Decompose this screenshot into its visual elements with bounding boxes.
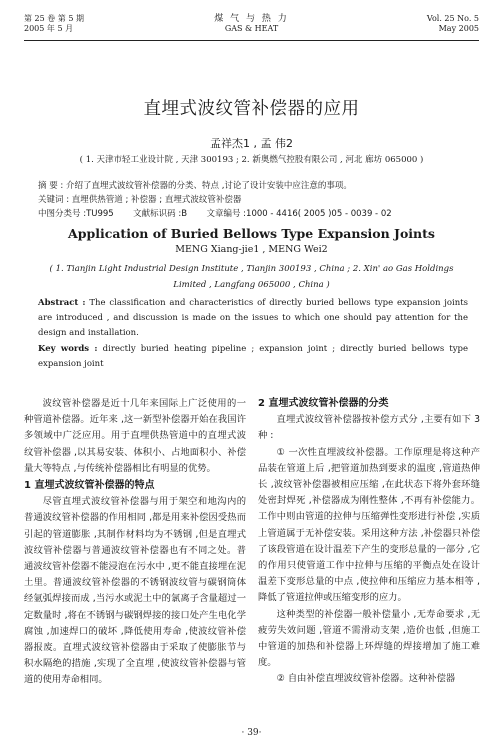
article-number-value: 1000 - 4416( 2005 )05 - 0039 - 02	[246, 209, 392, 219]
journal-volume-issue-en	[427, 14, 479, 34]
abstract-cn-text: 介绍了直埋式波纹管补偿器的分类、特点 ,讨论了设计安装中应注意的事项。	[65, 181, 352, 191]
article-number-label: 文章编号 :	[206, 209, 247, 219]
english-abstract-label: Abstract :	[38, 298, 86, 308]
item1-followup-paragraph: 这种类型的补偿器一般补偿量小 ,无寿命要求 ,无疲劳失效问题 ,管道不需滑动支架 ,造价也低 ,但施工中管道的加热和补偿器上环焊缝的焊接增加了施工难度。	[258, 608, 480, 669]
english-keywords	[38, 342, 468, 372]
doc-code-value: B	[181, 209, 188, 219]
keywords-cn-label: 关键词 :	[38, 195, 70, 205]
english-keywords-text: directly buried heating pipeline ; expansion joint ; directly buried bellows type expansion joint	[38, 344, 468, 369]
english-affiliation	[24, 261, 479, 293]
clc-value: TU995	[86, 209, 114, 219]
english-affiliation-line1: ( 1. Tianjin Light Industrial Design Institute , Tianjin 300193 , China ; 2. Xin' ao Gas Holdings	[49, 264, 454, 274]
english-abstract-text: The classification and characteristics of directly buried bellows type expansion joints are introduced , and discussion is made on the issues to which one should pay attention for the design and installation.	[38, 298, 468, 338]
journal-name-en: GAS & HEAT	[224, 24, 279, 33]
intro-paragraph: 波纹管补偿器是近十几年来国际上广泛使用的一种管道补偿器。近年来 ,这一新型补偿器开始在我国许多领域中广泛应用。用于直埋供热管道中的直埋式波纹管补偿器 ,以其易安装、体积小、占地面积小、补偿量大等特点 ,与传统补偿器相比有明显的优势。	[24, 398, 246, 474]
section1-paragraph: 尽管直埋式波纹管补偿器与用于架空和地沟内的普通波纹管补偿器的作用相同 ,都是用来补偿因受热而引起的管道膨胀 ,其制作材料均为不锈钢 ,但是直埋式波纹管补偿器与普通波纹管补偿器也有不同之处。普通波纹管补偿器不能浸泡在污水中 ,更不能直接埋在泥土里。普通波纹管补偿器的不锈钢波纹管与碳钢筒体经氩弧焊接而成 ,当污水或泥土中的氯离子含量超过一定数量时 ,将在不锈钢与碳钢焊接的接口处产生电化学腐蚀 ,加速焊口的破坏 ,降低使用寿命 ,使波纹管补偿器报废。直埋式波纹管补偿器由于采取了使膨胀节与积水隔绝的措施 ,实现了全直埋 ,使波纹管补偿器与管道的使用寿命相同。	[24, 496, 246, 686]
keywords-cn-text: 直埋供热管道 ; 补偿器 ; 直埋式波纹管补偿器	[71, 195, 242, 205]
page-number: · 39·	[241, 728, 262, 738]
english-affiliation-line2: Limited , Langfang 065000 , China )	[173, 280, 330, 290]
author-affiliation: ( 1. 天津市轻工业设计院 , 天津 300193 ; 2. 新奥燃气控股有限公司 , 河北 廊坊 065000 )	[79, 155, 424, 165]
section1-heading: 1 直埋式波纹管补偿器的特点	[24, 480, 155, 492]
body-right-column	[258, 396, 480, 688]
publication-date-en-text: May 2005	[438, 24, 479, 33]
section2-intro: 直埋式波纹管补偿器按补偿方式分 ,主要有如下 3 种 :	[258, 414, 480, 442]
section2-heading: 2 直埋式波纹管补偿器的分类	[258, 398, 389, 409]
english-authors: MENG Xiang-jie1 , MENG Wei2	[175, 244, 328, 255]
volume-issue-text: 第 25 卷 第 5 期	[24, 14, 84, 23]
abstract-cn-label: 摘 要 :	[38, 181, 64, 191]
publication-date-text: 2005 年 5 月	[24, 24, 74, 33]
doc-code-label: 文献标识码 :	[133, 209, 182, 219]
body-left-column	[24, 396, 246, 689]
english-abstract	[38, 296, 468, 341]
journal-name-cn: 煤 气 与 热 力	[214, 14, 289, 24]
english-keywords-label: Key words :	[38, 344, 98, 354]
paper-authors: 孟祥杰1 , 孟 伟2	[210, 137, 293, 150]
clc-label: 中图分类号 :	[38, 209, 87, 219]
header-rule	[24, 40, 479, 41]
classification-item-1: ① 一次性直埋波纹补偿器。工作原理是将这种产品装在管道上后 ,把管道加热到要求的温度 ,管道热伸长 ,波纹管补偿器被相应压缩 ,在此状态下将外套环缝处密封焊死 ,补偿器成为刚性整体 ,不再有补偿能力。工作中则由管道的拉伸与压缩弹性变形进行补偿 ,实质上管道属于无补偿安装。采用这种方法 ,补偿器只补偿了该段管道在设计温差下产生的变形总量的一部分 ,它的作用只使管道工作中拉伸与压缩的平衡点处在设计温差下变形总量的中点 ,使拉伸和压缩应力基本相等 ,降低了管道拉伸或压缩变形的应力。	[258, 446, 480, 604]
classification-item-2: ② 自由补偿直埋波纹管补偿器。这种补偿器	[276, 673, 456, 685]
english-title: Application of Buried Bellows Type Expansion Joints	[68, 226, 435, 241]
classification-line	[38, 206, 478, 222]
volume-issue-en-text: Vol. 25 No. 5	[426, 14, 479, 23]
paper-title: 直埋式波纹管补偿器的应用	[143, 99, 360, 119]
